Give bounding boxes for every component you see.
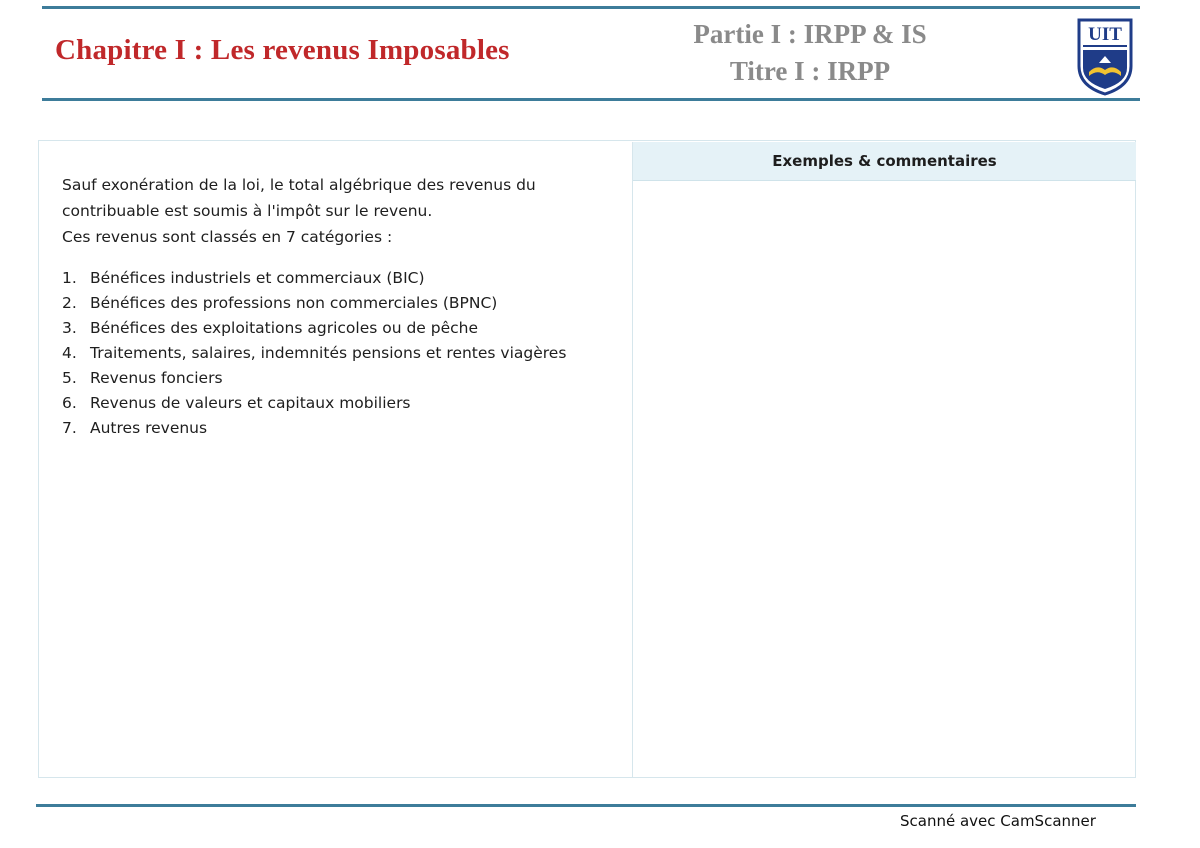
list-number: 4. (62, 344, 77, 362)
list-number: 3. (62, 319, 77, 337)
list-label: Bénéfices des professions non commerciales (BPNC) (90, 294, 498, 312)
title-line: Titre I : IRPP (729, 56, 891, 86)
list-item (62, 266, 622, 291)
list-item (62, 291, 622, 316)
list-number: 7. (62, 419, 77, 437)
uit-logo (1075, 16, 1135, 96)
intro-line: contribuable est soumis à l'impôt sur le revenu. (62, 202, 433, 220)
examples-header: Exemples & commentaires (633, 142, 1136, 181)
chapter-title: Chapitre I : Les revenus Imposables (55, 34, 510, 66)
list-label: Revenus de valeurs et capitaux mobiliers (90, 394, 411, 412)
list-label: Bénéfices industriels et commerciaux (BIC) (90, 269, 425, 287)
intro-paragraph (62, 172, 622, 250)
intro-line: Sauf exonération de la loi, le total algébrique des revenus du (62, 176, 536, 194)
list-item (62, 316, 622, 341)
list-label: Bénéfices des exploitations agricoles ou de pêche (90, 319, 479, 337)
examples-panel (632, 142, 1136, 778)
top-divider-upper (42, 6, 1140, 9)
list-number: 1. (62, 269, 77, 287)
list-number: 5. (62, 369, 77, 387)
list-label: Traitements, salaires, indemnités pensions et rentes viagères (90, 344, 567, 362)
scanner-watermark: Scanné avec CamScanner (900, 812, 1096, 830)
intro-line: Ces revenus sont classés en 7 catégories : (62, 228, 393, 246)
list-number: 2. (62, 294, 77, 312)
part-heading (640, 16, 980, 90)
list-label: Revenus fonciers (90, 369, 223, 387)
uit-shield-icon (1075, 16, 1135, 96)
list-item (62, 391, 622, 416)
list-number: 6. (62, 394, 77, 412)
list-label: Autres revenus (90, 419, 208, 437)
list-item (62, 416, 622, 441)
list-item (62, 366, 622, 391)
categories-list (62, 266, 622, 441)
top-divider-lower (42, 98, 1140, 101)
bottom-divider (36, 804, 1136, 807)
part-line: Partie I : IRPP & IS (693, 19, 927, 49)
logo-text: UIT (1088, 24, 1122, 45)
list-item (62, 341, 622, 366)
revenue-description (62, 172, 622, 441)
